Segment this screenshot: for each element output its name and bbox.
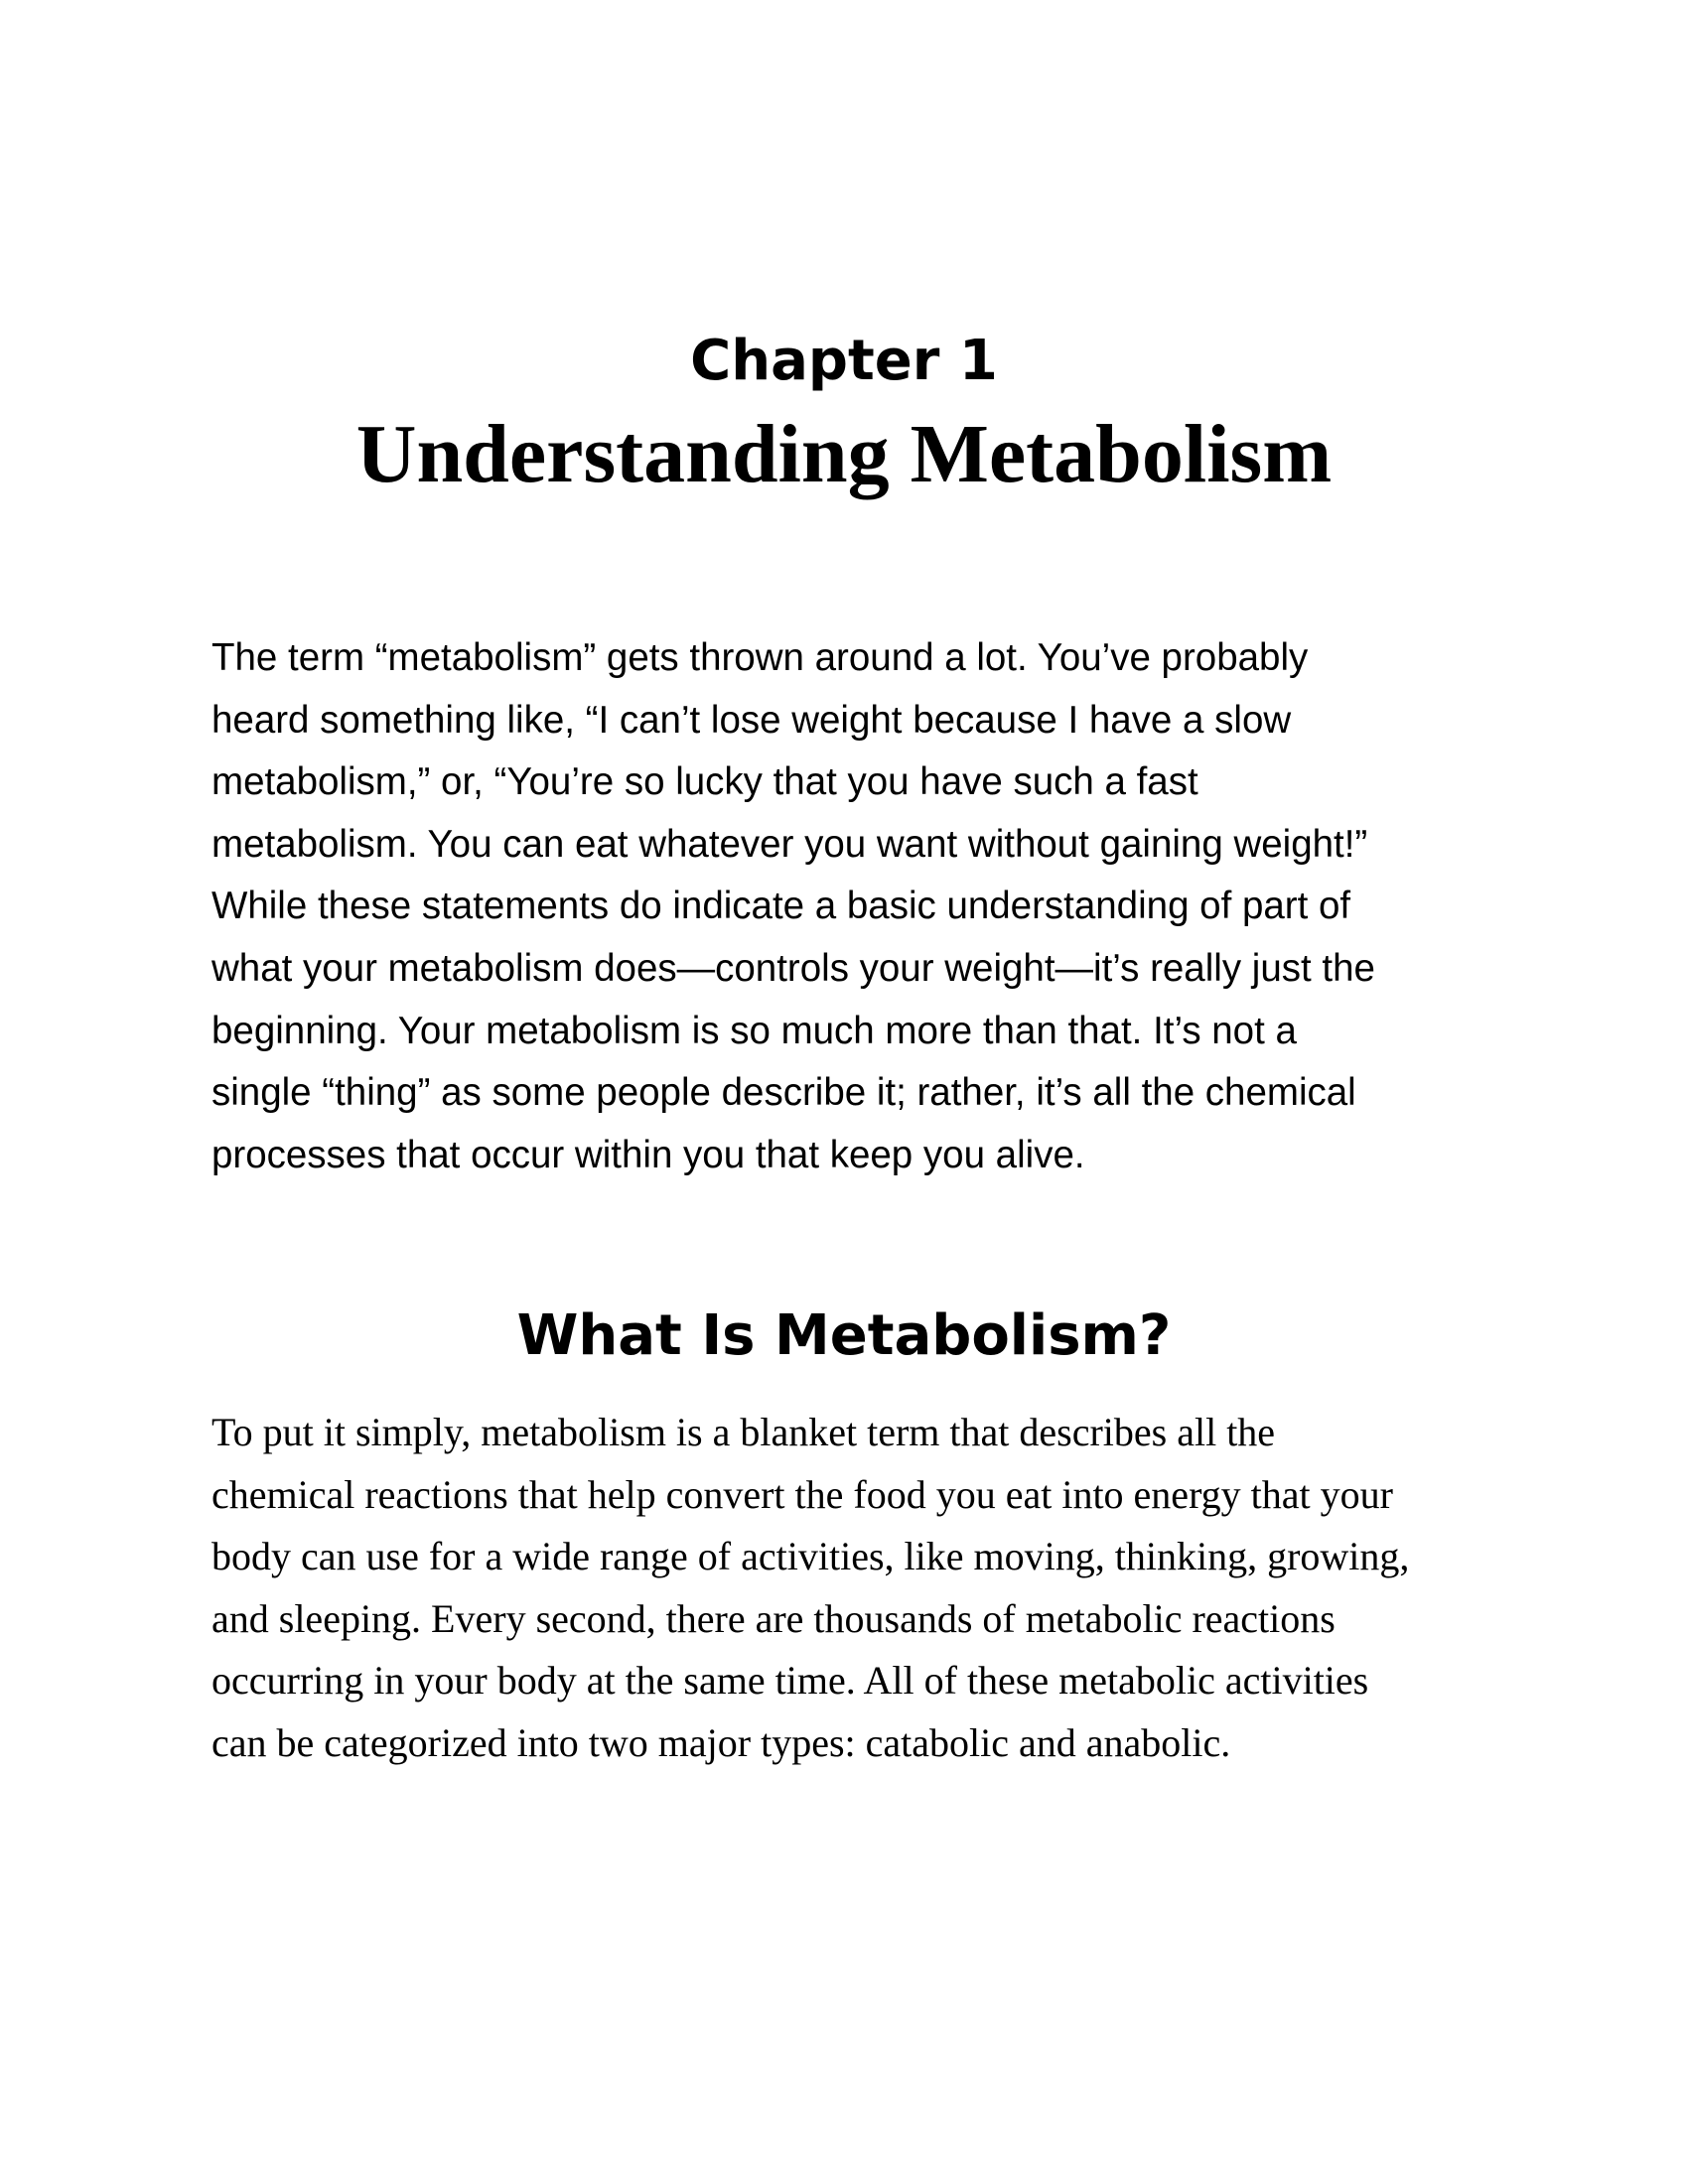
- section-line: body can use for a wide range of activities, like moving, thinking, growing,: [211, 1534, 1410, 1579]
- intro-paragraph: [211, 627, 1502, 1186]
- chapter-label: Chapter 1: [690, 329, 998, 393]
- section-heading: What Is Metabolism?: [516, 1303, 1172, 1368]
- intro-line: processes that occur within you that keep you alive.: [211, 1133, 1085, 1176]
- intro-line: metabolism. You can eat whatever you want without gaining weight!”: [211, 822, 1368, 866]
- intro-line: single “thing” as some people describe it; rather, it’s all the chemical: [211, 1071, 1356, 1115]
- section-line: chemical reactions that help convert the food you eat into energy that your: [211, 1471, 1393, 1517]
- chapter-title: Understanding Metabolism: [355, 408, 1333, 500]
- intro-line: heard something like, “I can’t lose weight because I have a slow: [211, 698, 1292, 742]
- section-line: To put it simply, metabolism is a blanket term that describes all the: [211, 1410, 1276, 1454]
- section-line: and sleeping. Every second, there are thousands of metabolic reactions: [211, 1595, 1336, 1641]
- intro-line: what your metabolism does—controls your weight—it’s really just the: [211, 946, 1375, 990]
- intro-line: While these statements do indicate a basic understanding of part of: [211, 885, 1351, 928]
- section-line: occurring in your body at the same time. All of these metabolic activities: [211, 1658, 1369, 1704]
- section-line: can be categorized into two major types: catabolic and anabolic.: [211, 1719, 1231, 1765]
- intro-line: metabolism,” or, “You’re so lucky that you have such a fast: [211, 760, 1198, 804]
- intro-line: The term “metabolism” gets thrown around a lot. You’ve probably: [211, 636, 1309, 679]
- section-paragraph: [211, 1402, 1502, 1775]
- intro-line: beginning. Your metabolism is so much more than that. It’s not a: [211, 1009, 1297, 1052]
